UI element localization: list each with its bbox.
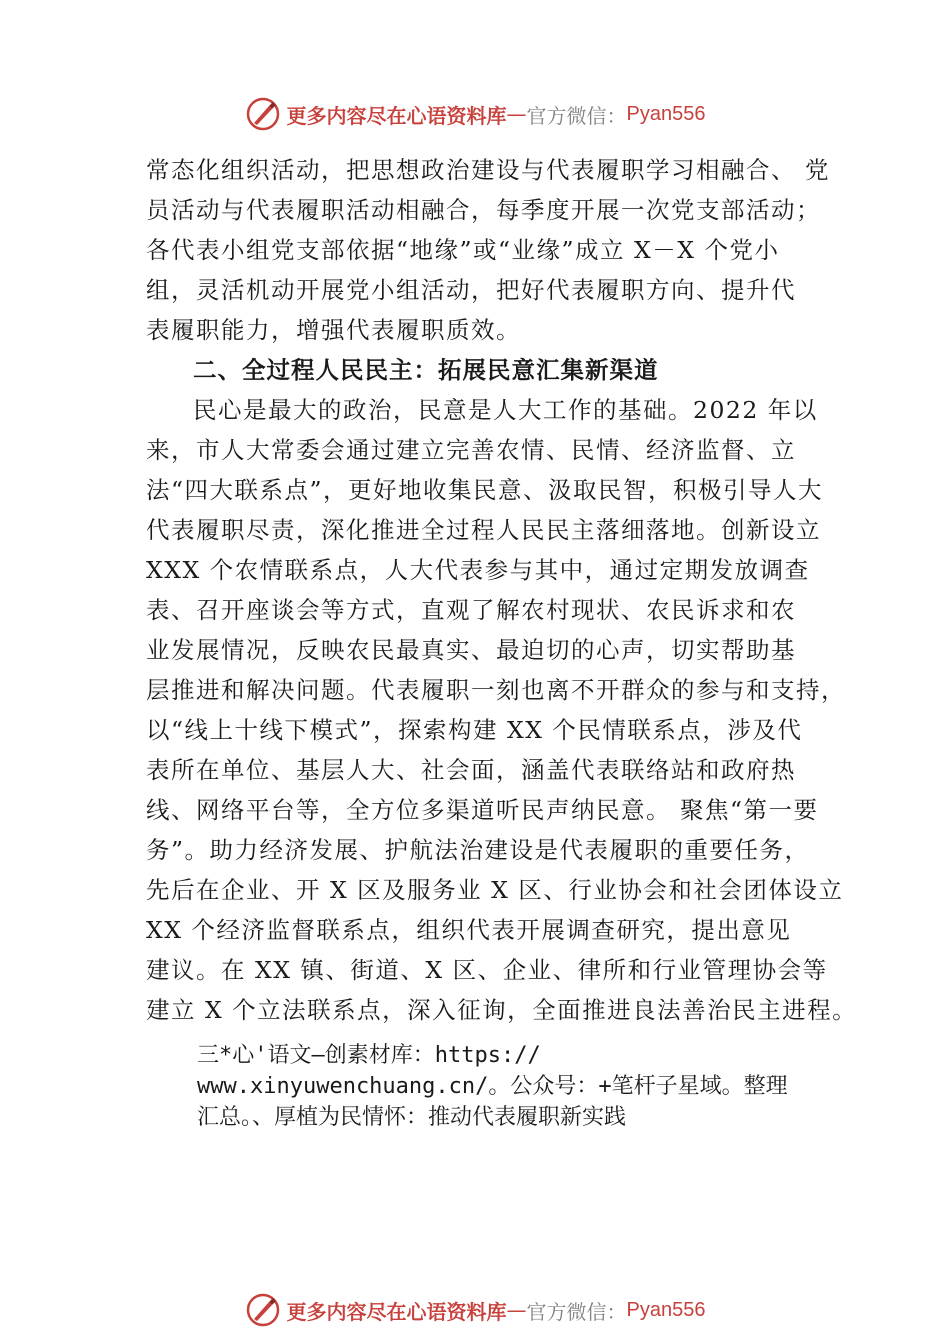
text-line: 层推进和解决问题。代表履职一刻也离不开群众的参与和支持，: [146, 676, 846, 704]
text-line: 法“四大联系点”，更好地收集民意、汲取民智，积极引导人大: [146, 476, 824, 504]
watermark-id: Pyan556: [626, 102, 706, 125]
section-heading-2: 二、全过程人民民主：拓展民意汇集新渠道: [193, 356, 659, 384]
text-line: 各代表小组党支部依据“地缘”或“业缘”成立 X－X 个党小: [146, 236, 780, 264]
watermark-separator: —: [506, 1298, 527, 1322]
text-line: 建议。在 XX 镇、街道、X 区、企业、律所和行业管理协会等: [146, 956, 828, 984]
text-line: 先后在企业、开 X 区及服务业 X 区、行业协会和社会团体设立: [146, 876, 844, 904]
text-line: 线、网络平台等，全方位多渠道听民声纳民意。 聚焦“第一要: [146, 796, 819, 824]
pen-logo-icon: [245, 1292, 281, 1328]
text-line: 建立 X 个立法联系点，深入征询，全面推进良法善治民主进程。: [146, 996, 858, 1024]
text-line: 常态化组织活动，把思想政治建设与代表履职学习相融合、 党: [146, 156, 830, 184]
watermark-title: 更多内容尽在心语资料库: [286, 103, 507, 128]
promo-line: 三*心'语文—创素材库：https://: [197, 1043, 541, 1068]
text-line: 业发展情况，反映农民最真实、最迫切的心声，切实帮助基: [146, 636, 796, 664]
text-line: XX 个经济监督联系点，组织代表开展调查研究，提出意见: [146, 916, 792, 944]
text-line: 以“线上十线下模式”，探索构建 XX 个民情联系点，涉及代: [146, 716, 803, 744]
watermark-id: Pyan556: [626, 1298, 706, 1321]
text-line: 务”。助力经济发展、护航法治建设是代表履职的重要任务，: [146, 836, 810, 864]
text-line: 员活动与代表履职活动相融合，每季度开展一次党支部活动；: [146, 196, 821, 224]
pen-logo-icon: [245, 96, 281, 132]
document-body: [146, 150, 858, 1030]
text-line: 表履职能力，增强代表履职质效。: [146, 316, 521, 344]
watermark-separator: —: [506, 102, 527, 126]
promo-line: 汇总。、厚植为民情怀：推动代表履职新实践: [197, 1105, 627, 1130]
text-line: 表所在单位、基层人大、社会面，涵盖代表联络站和政府热: [146, 756, 796, 784]
text-line: 来，市人大常委会通过建立完善农情、民情、经济监督、立: [146, 436, 796, 464]
footer-watermark: [0, 1292, 950, 1328]
watermark-title: 更多内容尽在心语资料库: [286, 1299, 507, 1324]
paragraph-1: [146, 150, 846, 350]
header-watermark: [0, 96, 950, 132]
promo-note: [197, 1040, 837, 1133]
watermark-official: 官方微信：: [526, 1299, 627, 1324]
text-line: 表、召开座谈会等方式，直观了解农村现状、农民诉求和农: [146, 596, 796, 624]
text-line: XXX 个农情联系点，人大代表参与其中，通过定期发放调查: [146, 556, 810, 584]
watermark-official: 官方微信：: [526, 103, 627, 128]
promo-line: www.xinyuwenchuang.cn/。公众号：+笔杆子星域。整理: [197, 1074, 788, 1099]
paragraph-2: [146, 390, 858, 1030]
text-line: 民心是最大的政治，民意是人大工作的基础。2022 年以: [193, 396, 818, 424]
text-line: 组，灵活机动开展党小组活动，把好代表履职方向、提升代: [146, 276, 796, 304]
text-line: 代表履职尽责，深化推进全过程人民民主落细落地。创新设立: [146, 516, 821, 544]
